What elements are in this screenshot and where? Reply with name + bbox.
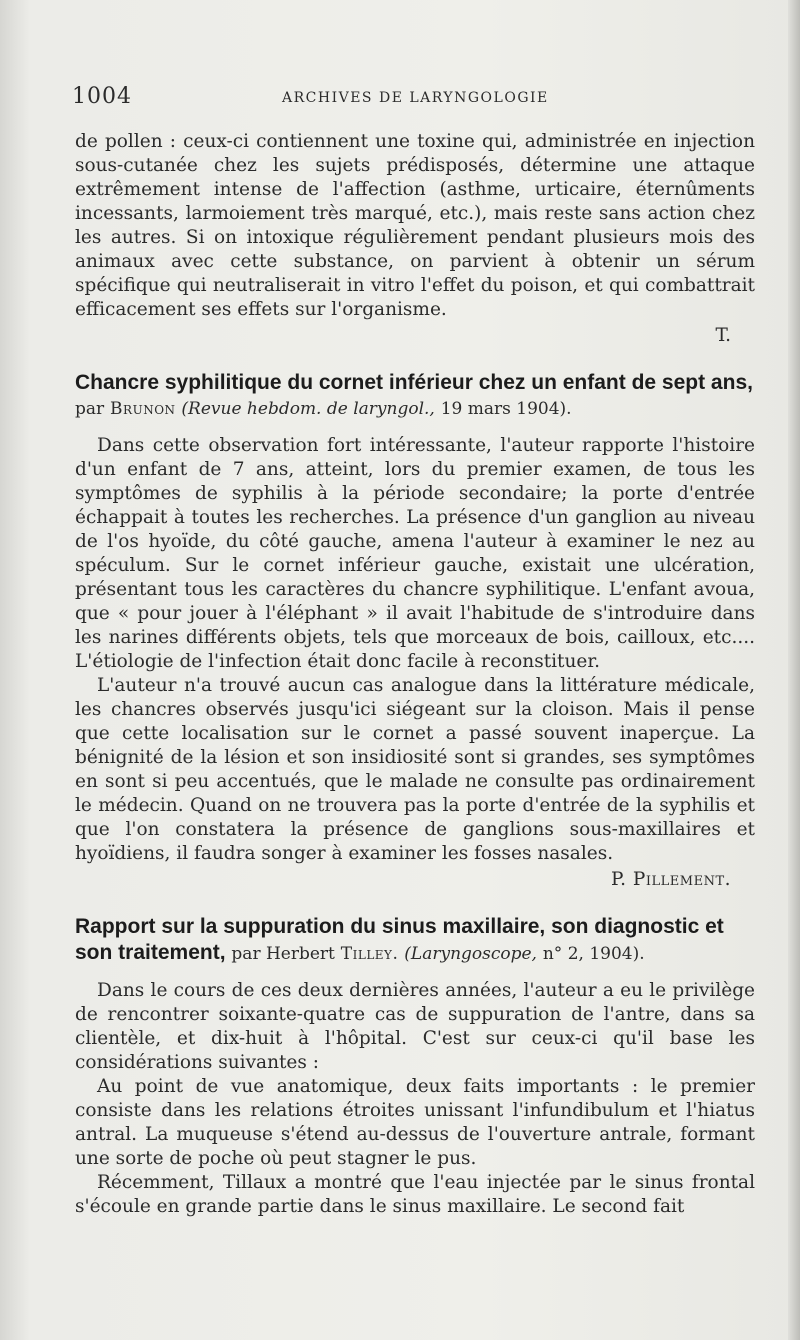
article2-date: n° 2, 1904).	[542, 944, 645, 964]
article2-paragraph: Au point de vue anatomique, deux faits importants : le premier consiste dans les relations étroites unissant l'infundibulum et l'hiatus antral. La muqueuse s'étend au-dessus de l'ouverture antrale, formant une sorte de poche où peut stagner le pus.	[75, 1076, 755, 1169]
page-content	[75, 130, 755, 1219]
article2-title: Rapport sur la suppuration du sinus maxillaire, son diagnostic et son traitement,	[75, 915, 724, 964]
page-edge	[788, 0, 800, 1340]
article1-date: 19 mars 1904).	[440, 399, 572, 419]
running-title: ARCHIVES DE LARYNGOLOGIE	[282, 90, 549, 106]
page-number: 1004	[72, 84, 132, 109]
article2-author: Tilley.	[340, 944, 399, 964]
article2-paragraph: Dans le cours de ces deux dernières années, l'auteur a eu le privilège de rencontrer soixante-quatre cas de suppuration de l'antre, dans sa clientèle, et dix-huit à l'hôpital. C'est sur ceux-ci qu'il base les considérations suivantes :	[75, 980, 755, 1073]
article2-paragraph: Récemment, Tillaux a montré que l'eau injectée par le sinus frontal s'écoule en grande partie dans le sinus maxillaire. Le second fait	[75, 1172, 755, 1217]
article1-journal: (Revue hebdom. de laryngol.,	[181, 399, 435, 419]
article1-paragraph: Dans cette observation fort intéressante, l'auteur rapporte l'histoire d'un enfant de 7 ans, atteint, lors du premier examen, de tous les symptômes de syphilis à la période secondaire; la porte d'entrée échappait à toutes les recherches. La présence d'un ganglion au niveau de l'os hyoïde, du côté gauche, amena l'auteur à examiner le nez au spéculum. Sur le cornet inférieur gauche, existait une ulcération, présentant tous les caractères du chancre syphilitique. L'enfant avoua, que « pour jouer à l'éléphant » il avait l'habitude de s'introduire dans les narines différents objets, tels que morceaux de bois, cailloux, etc.... L'étiologie de l'infection était donc facile à reconstituer.	[75, 435, 755, 672]
intro-paragraph: de pollen : ceux-ci contiennent une toxine qui, administrée en injection sous-cutanée chez les sujets prédisposés, détermine une attaque extrêmement intense de l'affection (asthme, urticaire, éternûments incessants, larmoiement très marqué, etc.), mais reste sans action chez les autres. Si on intoxique régulièrement pendant plusieurs mois des animaux avec cette substance, on parvient à obtenir un sérum spécifique qui neutraliserait in vitro l'effet du poison, et qui combattrait efficacement ses effets sur l'organisme.	[75, 131, 755, 320]
article1-by: par	[75, 399, 105, 419]
page-header	[72, 84, 760, 110]
article1-title: Chancre syphilitique du cornet inférieur chez un enfant de sept ans,	[75, 371, 753, 394]
article2-journal: (Laryngoscope,	[404, 944, 537, 964]
article1-author: Brunon	[110, 399, 176, 419]
article1-heading	[75, 370, 755, 422]
article1-signature	[75, 868, 731, 892]
article2-heading	[75, 914, 755, 967]
intro-signature: T.	[715, 325, 731, 346]
article1-signature-text: P. Pillement.	[610, 869, 731, 890]
article1-paragraph: L'auteur n'a trouvé aucun cas analogue dans la littérature médicale, les chancres observés jusqu'ici siégeant sur la cloison. Mais il pense que cette localisation sur le cornet a passé souvent inaperçue. La bénignité de la lésion et son insidiosité sont si grandes, ses symptômes en sont si peu accentués, que le malade ne consulte pas ordinairement le médecin. Quand on ne trouvera pas la porte d'entrée de la syphilis et que l'on constatera la présence de ganglions sous-maxillaires et hyoïdiens, il faudra songer à examiner les fosses nasales.	[75, 675, 755, 864]
article2-by: par Herbert	[231, 944, 335, 964]
